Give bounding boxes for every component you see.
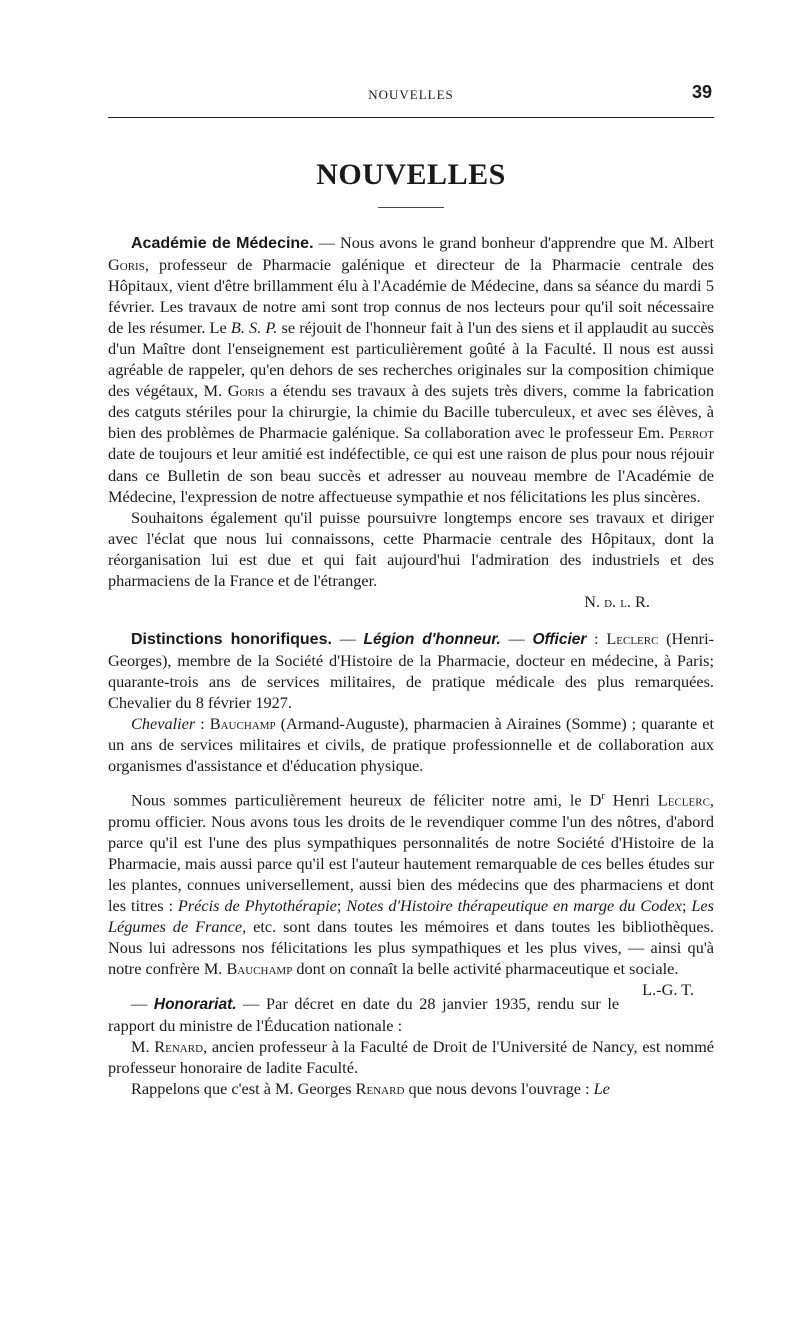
distinctions-paragraph-1 <box>108 628 714 713</box>
text-run: a étendu ses travaux à des sujets très divers, comme la fabrication des catguts stériles pour la chirurgie, la chimie du Bacille tuberculeux, et avec ses élèves, à bien des problèmes de Pharmacie galénique. Sa collaboration avec le professeur Em. <box>108 381 714 443</box>
person-name: Perrot <box>668 423 714 443</box>
text-run: — Nous avons le grand bonheur d'apprendre que M. Albert <box>313 233 714 252</box>
academie-paragraph-2: Souhaitons également qu'il puisse poursuivre longtemps encore ses travaux et diriger avec l'éclat que nous lui connaissons, cette Pharmacie centrale des Hôpitaux, dont la réorganisation lui est due et qui fait aujourd'hui l'admiration des industriels et des pharmaciens de la France et de l'étranger. <box>108 507 714 590</box>
running-head <box>108 82 714 108</box>
text-run: — <box>500 628 533 648</box>
author-signature: L.-G. T. <box>642 980 694 1000</box>
book-title: Le <box>593 1079 610 1099</box>
text-run: dont on connaît la belle activité pharmaceutique et sociale. <box>292 958 679 978</box>
header-rule <box>108 117 714 118</box>
text-run: , professeur de Pharmacie galénique et directeur de la Pharmacie centrale des Hôpitaux, vient d'être brillamment élu à l'Académie de Médecine, dans sa séance du mardi 5 février. Les travaux de notre ami sont trop connus de nos lecteurs pour qu'il soit nécessaire de les résumer. Le <box>108 255 714 338</box>
section-heading-distinctions: Distinctions honorifiques. <box>131 630 332 648</box>
person-name: Renard <box>154 1037 204 1057</box>
editor-signature: N. d. l. R. <box>584 591 650 611</box>
page-title: NOUVELLES <box>316 158 506 191</box>
text-run: se réjouit de l'honneur fait à l'un des siens et il applaudit au succès d'un Maître dont l'enseignement est particulièrement goûté à la Faculté. Il nous est aussi agréable de rappeler, qu'en dehors de ses recherches originales sur la composition chimique des végétaux, M. <box>108 318 714 401</box>
superscript: r <box>601 791 605 803</box>
text-run: ; <box>681 895 692 915</box>
honorariat-paragraph-3 <box>108 1078 714 1099</box>
text-run: — <box>131 994 154 1014</box>
running-title: NOUVELLES <box>368 87 454 102</box>
subheading-chevalier: Chevalier <box>131 714 196 734</box>
text-run: (Henri-Georges), membre de la Société d'Histoire de la Pharmacie, docteur en médecine, à Paris; quarante-trois ans de services militaires, de pratique médicale des plus remarquées. Chevalier du 8 février 1927. <box>108 628 715 712</box>
text-run: , etc. sont dans toutes les mémoires et dans toutes les bibliothèques. Nous lui adressons nos félicitations les plus sympathiques et les plus vives, — ainsi qu'à notre confrère M. <box>108 916 714 978</box>
text-run: Henri <box>604 790 658 810</box>
section-heading-honorariat: Honorariat. <box>153 996 237 1014</box>
article-body <box>108 232 714 1099</box>
text-run: , ancien professeur à la Faculté de Droit de l'Université de Nancy, est nommé professeur honoraire de ladite Faculté. <box>108 1037 714 1078</box>
book-title: Notes d'Histoire thérapeutique en marge du Codex <box>346 895 682 915</box>
page-number: 39 <box>691 82 712 102</box>
text-run: date de toujours et leur amitié est indéfectible, ce qui est une raison de plus pour nous réjouir dans ce Bulletin de son beau succès et adresser au nouveau membre de l'Académie de Médecine, l'expression de notre affectueuse sympathie et nos félicitations les plus sincères. <box>108 444 714 506</box>
text-run: : <box>586 628 607 648</box>
paragraph-gap <box>108 776 714 786</box>
person-name: Bauchamp <box>226 958 293 978</box>
text-run: : <box>195 714 210 734</box>
section-gap <box>108 612 714 628</box>
person-name: Goris <box>108 255 145 275</box>
text-run: Nous sommes particulièrement heureux de féliciter notre ami, le D <box>131 790 602 810</box>
person-name: Renard <box>355 1079 405 1099</box>
distinctions-paragraph-3 <box>108 786 714 1000</box>
honorariat-paragraph-2 <box>108 1036 714 1078</box>
text-run: (Armand-Auguste), pharmacien à Airaines (Somme) ; quarante et un ans de services militaires et civils, de pratique professionnelle et de collaboration aux organismes d'assistance et d'éducation physique. <box>108 714 714 776</box>
person-name: Goris <box>227 381 265 401</box>
title-rule <box>378 207 444 208</box>
book-title: Les Légumes de France <box>108 895 714 936</box>
subheading-legion: Légion d'honneur. <box>363 630 501 648</box>
person-name: Bauchamp <box>209 714 276 734</box>
subheading-officier: Officier <box>532 630 587 648</box>
text-run: ; <box>336 895 347 915</box>
distinctions-paragraph-2 <box>108 713 714 776</box>
journal-abbrev: B. S. P. <box>230 318 278 338</box>
text-run: que nous devons l'ouvrage : <box>404 1079 594 1099</box>
text-run: , promu officier. Nous avons tous les droits de le revendiquer comme l'un des nôtres, d'abord parce qu'il est l'une des plus sympathiques personnalités de notre Société d'Histoire de la Pharmacie, mais aussi parce qu'il est l'auteur hautement remarquable de ces belles études sur les plantes, connues universellement, aussi bien des médecins que des pharmaciens et dont les titres : <box>108 790 714 915</box>
section-heading-academie: Académie de Médecine. <box>131 235 314 252</box>
person-name: Leclerc <box>606 628 659 648</box>
text-run: Rappelons que c'est à M. Georges <box>131 1079 356 1099</box>
text-run: — <box>331 628 364 648</box>
text-run: — Par décret en date du 28 janvier 1935, rendu sur le rapport du ministre de l'Éducation nationale : <box>108 994 620 1036</box>
book-title: Précis de Phytothérapie <box>177 895 337 915</box>
text-run: M. <box>131 1037 155 1057</box>
person-name: Leclerc <box>657 790 710 810</box>
academie-paragraph-1 <box>108 232 714 507</box>
